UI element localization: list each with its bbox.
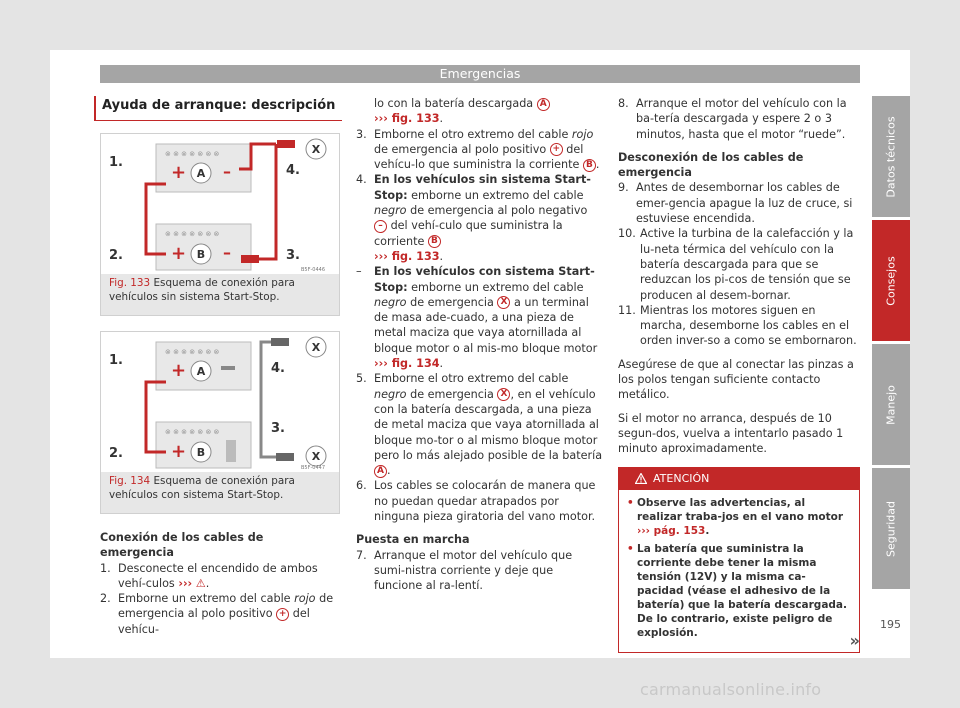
heading-disconnection: Desconexión de los cables de emergencia	[618, 150, 804, 180]
column-3	[618, 96, 860, 652]
svg-text:2.: 2.	[109, 446, 123, 461]
list-item: – En los vehículos con sistema Start-Stop: emborne un extremo del cable negro de emergencia X a un terminal de masa ade-cuado, a una pieza de metal maciza que vaya atornillada al bloque motor o al mis-mo bloque motor ››› fig. 134.	[356, 265, 598, 371]
paragraph: Asegúrese de que al conectar las pinzas a los polos tengan suficiente contacto metálico.	[618, 357, 854, 402]
warning-bullet: • La batería que suministra la corriente debe tener la misma tensión (12V) y la misma ca-pacidad (véase el adhesivo de la batería) que la batería descargada. De lo contrario, existe peligro de explosión.	[627, 542, 847, 639]
symbol-x: X	[497, 388, 510, 401]
list-item: 2. Emborne un extremo del cable rojo de emergencia al polo positivo + del vehícu-	[100, 592, 334, 636]
svg-text:B5F-0446: B5F-0446	[301, 267, 326, 273]
svg-text:B5F-0447: B5F-0447	[301, 465, 326, 471]
warning-box	[618, 467, 860, 653]
diagram-133	[101, 134, 339, 274]
continue-icon: »	[849, 630, 860, 650]
svg-text:⊗ ⊗ ⊗ ⊗ ⊗ ⊗ ⊗: ⊗ ⊗ ⊗ ⊗ ⊗ ⊗ ⊗	[165, 428, 220, 436]
reference-link[interactable]: ››› fig. 134	[374, 357, 440, 371]
list-item: 3. Emborne el otro extremo del cable rojo de emergencia al polo positivo + del vehícu-lo que suministra la corriente B .	[356, 127, 600, 172]
list-item: 5. Emborne el otro extremo del cable negro de emergencia X , en el vehículo con la batería descargada, a una pieza de metal maciza que vaya atornillada al bloque mo-tor o al mismo bloque motor pero lo más alejado posible de la batería A .	[356, 372, 603, 478]
paragraph: Si el motor no arranca, después de 10 segun-dos, vuelva a intentarlo pasado 1 minuto aproximadamente.	[618, 411, 844, 456]
tab-consejos[interactable]: Consejos	[872, 220, 910, 341]
heading-connection: Conexión de los cables de emergencia	[100, 531, 264, 560]
reference-link[interactable]: ››› pág. 153	[637, 524, 706, 537]
section-title: Ayuda de arranque: descripción	[94, 96, 342, 121]
svg-text:B: B	[196, 248, 206, 261]
svg-text:3.: 3.	[271, 421, 285, 436]
svg-text:A: A	[196, 167, 206, 180]
svg-text:3.: 3.	[286, 248, 300, 263]
svg-text:–: –	[223, 162, 231, 181]
list-item: 1. Desconecte el encendido de ambos vehí-culos ››› ⚠.	[100, 561, 318, 590]
tab-manejo[interactable]: Manejo	[872, 344, 910, 465]
watermark: carmanualsonline.info	[640, 680, 822, 699]
column-1	[100, 96, 340, 637]
figure-134	[100, 331, 340, 514]
tab-datos-tecnicos[interactable]: Datos técnicos	[872, 96, 910, 217]
svg-text:X: X	[311, 143, 321, 156]
svg-text:A: A	[196, 365, 206, 378]
warning-icon: ⚠	[195, 576, 206, 590]
caption-number: Fig. 134	[109, 475, 151, 487]
list-item: 11. Mientras los motores siguen en marcha, desemborne los cables en el orden inver-so a como se embornaron.	[618, 303, 857, 348]
heading-start: Puesta en marcha	[356, 533, 470, 547]
symbol-x: X	[497, 296, 510, 309]
warning-triangle-icon	[635, 473, 647, 484]
svg-text:⊗ ⊗ ⊗ ⊗ ⊗ ⊗ ⊗: ⊗ ⊗ ⊗ ⊗ ⊗ ⊗ ⊗	[165, 230, 220, 238]
warning-body	[619, 490, 859, 652]
list-item: 9. Antes de desembornar los cables de emer-gencia apague la luz de cruce, si estuviese encendida.	[618, 181, 853, 226]
svg-text:⊗ ⊗ ⊗ ⊗ ⊗ ⊗ ⊗: ⊗ ⊗ ⊗ ⊗ ⊗ ⊗ ⊗	[165, 348, 220, 356]
figure-134-caption	[101, 472, 339, 513]
svg-text:4.: 4.	[286, 163, 300, 178]
symbol-b: B	[583, 159, 596, 172]
svg-text:1.: 1.	[109, 353, 123, 368]
warning-header: ATENCIÓN	[619, 468, 859, 490]
warning-bullet: • Observe las advertencias, al realizar traba-jos en el vano motor ››› pág. 153.	[627, 496, 844, 537]
figure-133	[100, 133, 340, 316]
plus-symbol: +	[276, 608, 289, 621]
figure-134-image	[101, 332, 339, 472]
list-item: 6. Los cables se colocarán de manera que no puedan quedar atrapados por ninguna pieza giratoria del vano motor.	[356, 479, 596, 524]
figure-133-caption	[101, 274, 339, 315]
svg-text:X: X	[311, 341, 321, 354]
diagram-134	[101, 332, 339, 472]
svg-text:X: X	[311, 450, 321, 463]
minus-symbol: –	[374, 220, 387, 233]
svg-text:⊗ ⊗ ⊗ ⊗ ⊗ ⊗ ⊗: ⊗ ⊗ ⊗ ⊗ ⊗ ⊗ ⊗	[165, 150, 220, 158]
symbol-a: A	[537, 98, 550, 111]
reference-link[interactable]: ››› fig. 133	[374, 249, 440, 263]
list-item: 4. En los vehículos sin sistema Start-Stop: emborne un extremo del cable negro de emergencia al polo negativo – del vehí-culo que suministra la corriente B ››› fig. 133.	[356, 173, 591, 263]
tab-seguridad[interactable]: Seguridad	[872, 468, 910, 589]
svg-text:+: +	[171, 441, 187, 462]
figure-133-image	[101, 134, 339, 274]
svg-text:+: +	[171, 360, 187, 381]
svg-text:B: B	[196, 446, 206, 459]
reference-link[interactable]: ›››	[178, 576, 193, 590]
reference-link[interactable]: ››› fig. 133	[374, 112, 440, 126]
list-item: 10. Active la turbina de la calefacción y la lu-neta térmica del vehículo con la batería descargada para que se reduzcan los pi-cos de tensión que se producen al desem-bornar.	[618, 227, 854, 302]
symbol-b: B	[428, 235, 441, 248]
svg-text:1.: 1.	[109, 155, 123, 170]
plus-symbol: +	[550, 143, 563, 156]
list-item: 7. Arranque el motor del vehículo que sumi-nistra corriente y deje que funcione al ra-lentí.	[356, 548, 573, 593]
column-2: lo con la batería descargada A ››› fig. 133. 3. Emborne el otro extremo del cable rojo de emergencia al polo positivo + del vehícu-lo que suministra la corriente B . 4. En los vehículos sin sistema Start-Stop: emborne un extremo del cable negro de emergencia al polo negativo – del vehí-culo que suministra la corriente B ››› fig. 133. – En los vehículos con sistema Start-Stop: emborne un extremo del cable negro de emergencia X a un terminal de masa ade-cuado, a una pieza de metal maciza que vaya atornillada al bloque motor o al mis-mo bloque motor ››› fig. 134. 5. Emborne el otro extremo del cable negro de emergencia X , en el vehículo con la batería descargada, a una pieza de metal maciza que vaya atornillada al bloque mo-tor o al mismo bloque motor pero lo más alejado posible de la batería A . 6. Los cables se colocarán de manera que no puedan quedar atrapados por ninguna pieza giratoria del vano motor. Puesta en marcha 7. Arranque el motor del vehículo que sumi-nistra corriente y deje que funcione al ra-lentí.	[356, 97, 603, 593]
side-tabs	[872, 96, 910, 592]
caption-text: Esquema de conexión para vehículos con sistema Start-Stop.	[109, 475, 295, 501]
caption-text: Esquema de conexión para vehículos sin sistema Start-Stop.	[109, 277, 295, 303]
svg-text:+: +	[171, 243, 187, 264]
svg-text:–: –	[223, 243, 231, 262]
list-item: 8. Arranque el motor del vehículo con la ba-tería descargada y espere 2 o 3 minutos, hasta que el motor “ruede”.	[618, 97, 847, 141]
svg-text:2.: 2.	[109, 248, 123, 263]
caption-number: Fig. 133	[109, 277, 151, 289]
chapter-header: Emergencias	[100, 65, 860, 83]
symbol-a: A	[374, 465, 387, 478]
svg-text:4.: 4.	[271, 361, 285, 376]
svg-text:+: +	[171, 162, 187, 183]
page-number: 195	[880, 618, 901, 631]
